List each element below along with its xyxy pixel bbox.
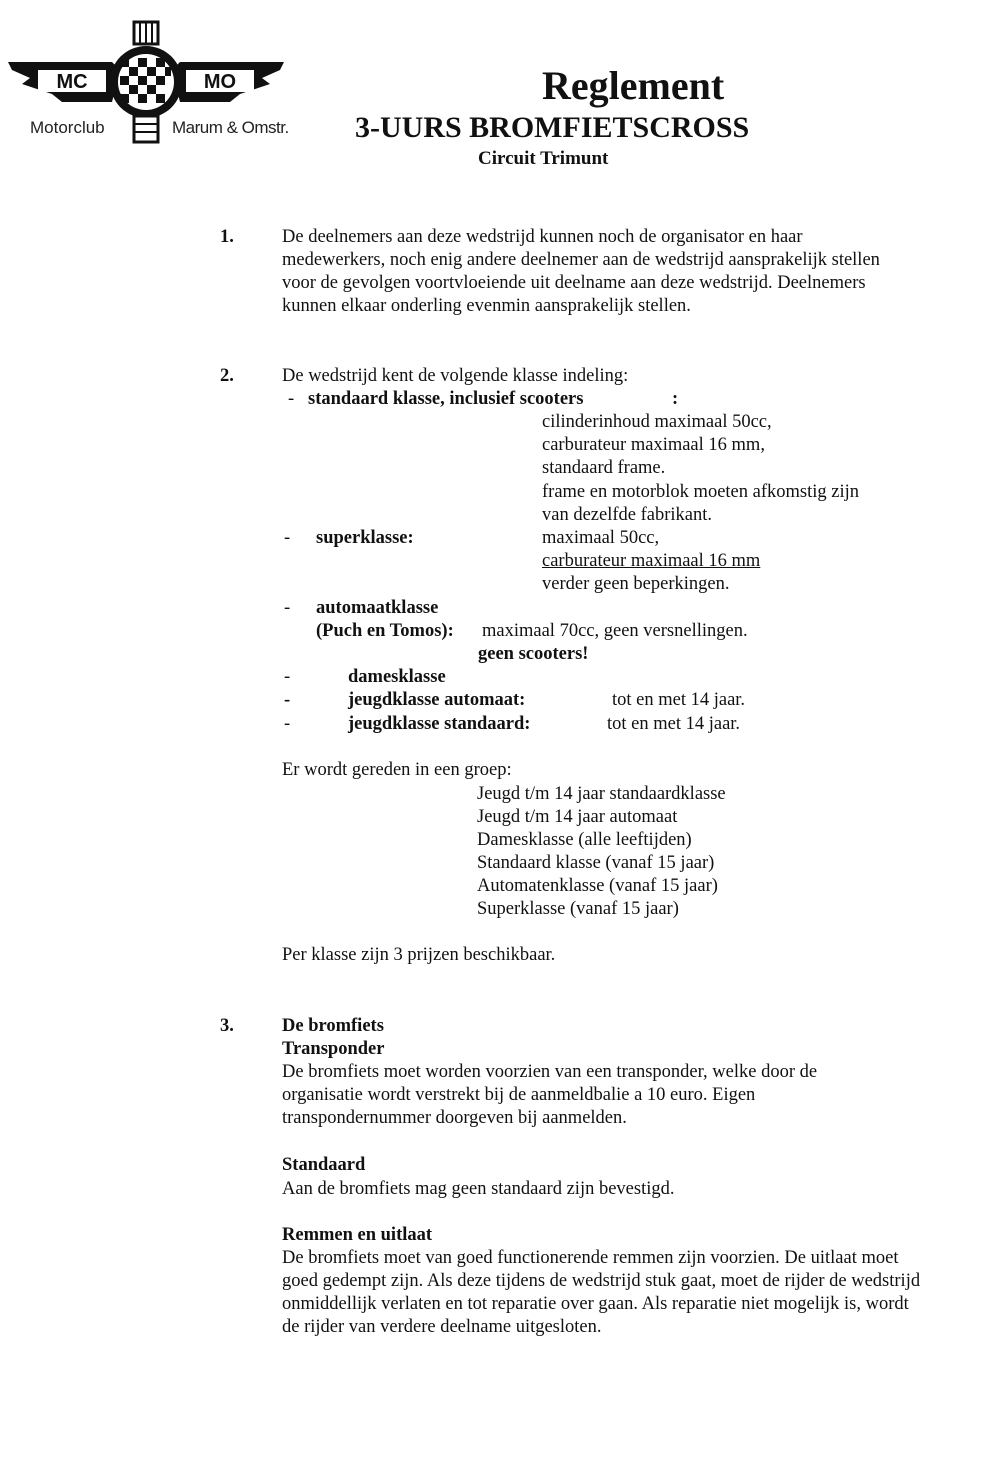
group-item: Damesklasse (alle leeftijden) — [477, 830, 692, 850]
dash: - — [288, 389, 295, 409]
transponder-heading: Transponder — [282, 1039, 385, 1059]
section-3-heading: De bromfiets — [282, 1016, 384, 1036]
dash: - — [284, 714, 291, 734]
standaard-text: Aan de bromfiets mag geen standaard zijn bevestigd. — [282, 1179, 675, 1199]
remmen-text: De bromfiets moet van goed functionerende remmen zijn voorzien. De uitlaat moet goed gedempt zijn. Als deze tijdens de wedstrijd stuk gaat, moet de rijder de wedstrijd onmiddellijk verlaten en tot reparatie over gaan. Als reparatie niet mogelijk is, wordt de rijder van verdere deelname uitgesloten. — [282, 1248, 921, 1337]
group-item: Superklasse (vanaf 15 jaar) — [477, 899, 679, 919]
auto-class-text: maximaal 70cc, geen versnellingen. — [482, 621, 748, 641]
dash: - — [284, 690, 291, 710]
standaard-heading: Standaard — [282, 1155, 366, 1175]
venue-title: Circuit Trimunt — [478, 148, 609, 169]
remmen-heading: Remmen en uitlaat — [282, 1225, 433, 1245]
section-2-number: 2. — [220, 366, 234, 386]
dash: - — [284, 528, 291, 548]
group-item: Jeugd t/m 14 jaar standaardklasse — [477, 784, 726, 804]
standard-spec-line: cilinderinhoud maximaal 50cc, — [542, 412, 772, 432]
page-title: Reglement — [542, 63, 725, 108]
super-spec-line: verder geen beperkingen. — [542, 574, 730, 594]
standard-spec-line: carburateur maximaal 16 mm, — [542, 435, 765, 455]
auto-class-note: geen scooters! — [478, 644, 589, 664]
group-item: Automatenklasse (vanaf 15 jaar) — [477, 876, 718, 896]
standard-spec-line: frame en motorblok moeten afkomstig zijn — [542, 482, 859, 502]
logo-caption-right: Marum & Omstr. — [172, 118, 289, 137]
standard-class-label: standaard klasse, inclusief scooters — [308, 389, 584, 409]
dames-class-label: damesklasse — [348, 667, 446, 687]
auto-class-label: automaatklasse — [316, 598, 439, 618]
super-spec-line: carburateur maximaal 16 mm — [542, 551, 761, 571]
section-2-intro: De wedstrijd kent de volgende klasse indeling: — [282, 366, 629, 386]
youth-standard-label: jeugdklasse standaard: — [348, 714, 531, 734]
transponder-text: De bromfiets moet worden voorzien van een transponder, welke door de organisatie wordt verstrekt bij de aanmeldbalie a 10 euro. Eigen transpondernummer doorgeven bij aanmelden. — [282, 1062, 818, 1128]
standard-spec-line: standaard frame. — [542, 458, 666, 478]
standard-class-colon: : — [672, 389, 679, 409]
prizes-text: Per klasse zijn 3 prijzen beschikbaar. — [282, 945, 556, 965]
youth-standard-text: tot en met 14 jaar. — [607, 714, 741, 734]
logo-caption-left: Motorclub — [30, 118, 105, 137]
section-3-number: 3. — [220, 1016, 234, 1036]
section-1-text: De deelnemers aan deze wedstrijd kunnen noch de organisator en haar medewerkers, noch enig andere deelnemer aan de wedstrijd aansprakelijk stellen voor de gevolgen voortvloeiende uit deelname aan deze wedstrijd. Deelnemers kunnen elkaar onderling evenmin aansprakelijk stellen. — [282, 227, 880, 316]
youth-auto-text: tot en met 14 jaar. — [612, 690, 746, 710]
section-1-number: 1. — [220, 227, 234, 247]
auto-class-sublabel: (Puch en Tomos): — [316, 621, 454, 641]
standard-spec-line: van dezelfde fabrikant. — [542, 505, 713, 525]
group-intro: Er wordt gereden in een groep: — [282, 760, 512, 780]
group-item: Standaard klasse (vanaf 15 jaar) — [477, 853, 715, 873]
dash: - — [284, 598, 291, 618]
dash: - — [284, 667, 291, 687]
logo-right-badge: MO — [203, 71, 237, 93]
logo-left-badge: MC — [56, 71, 88, 93]
page-subtitle: 3-UURS BROMFIETSCROSS — [355, 111, 750, 144]
super-class-label: superklasse: — [316, 528, 414, 548]
youth-auto-label: jeugdklasse automaat: — [348, 690, 526, 710]
super-spec-line: maximaal 50cc, — [542, 528, 660, 548]
group-item: Jeugd t/m 14 jaar automaat — [477, 807, 678, 827]
